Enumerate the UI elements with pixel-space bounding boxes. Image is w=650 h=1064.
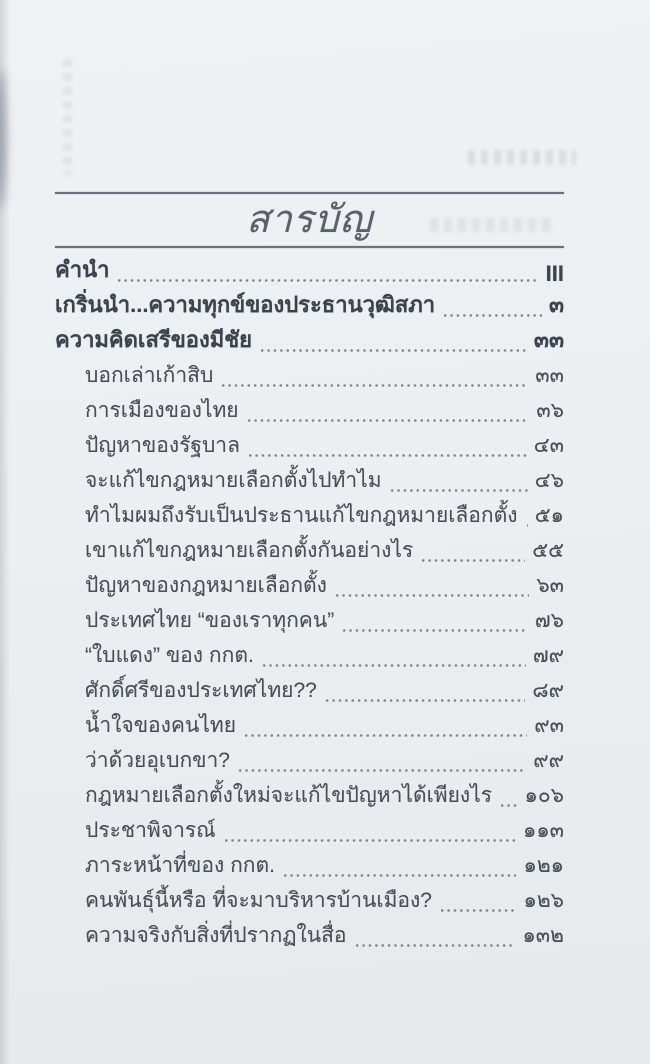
toc-entry: [55, 883, 564, 918]
toc-entry-label: “ใบแดง” ของ กกต.: [85, 644, 254, 667]
toc-entry: [55, 778, 564, 813]
toc-entry-label: คนพันธุ์นี้หรือ ที่จะมาบริหารบ้านเมือง?: [85, 889, 432, 912]
toc-entry-label: ทำไมผมถึงรับเป็นประธานแก้ไขกฎหมายเลือกตั้ง: [85, 504, 518, 527]
toc-entry: [55, 533, 564, 568]
toc-entry-label: คำนำ: [55, 257, 110, 282]
toc-entry-label: กฎหมายเลือกตั้งใหม่จะแก้ไขปัญหาได้เพียงไร: [85, 784, 493, 807]
toc-entry: [55, 848, 564, 883]
toc-entry-label: การเมืองของไทย: [85, 399, 239, 422]
toc-list: [55, 253, 564, 953]
toc-entry-label: น้ำใจของคนไทย: [85, 714, 237, 737]
toc-entry-page: ๔๓: [533, 434, 564, 457]
dotted-leader: [525, 524, 528, 527]
toc-entry: [55, 463, 564, 498]
toc-entry-label: ประเทศไทย “ของเราทุกคน”: [85, 609, 335, 632]
dotted-leader: [247, 454, 527, 457]
dotted-leader: [389, 489, 528, 492]
dotted-leader: [334, 594, 529, 597]
toc-entry: [55, 253, 564, 288]
toc-entry: [55, 358, 564, 393]
toc-entry-page: ๓๖: [536, 399, 564, 422]
dotted-leader: [439, 909, 517, 912]
toc-entry: [55, 918, 564, 953]
toc-entry: [55, 603, 564, 638]
toc-entry: [55, 288, 564, 323]
toc-entry: [55, 638, 564, 673]
toc-entry: [55, 568, 564, 603]
dotted-leader: [442, 314, 542, 317]
dotted-leader: [259, 349, 527, 352]
toc-entry: [55, 743, 564, 778]
toc-entry-label: บอกเล่าเก้าสิบ: [85, 364, 214, 387]
toc-entry: [55, 498, 564, 533]
dotted-leader: [282, 874, 517, 877]
toc-content: [55, 192, 564, 953]
dotted-leader: [324, 699, 526, 702]
toc-entry-label: เกริ่นนำ...ความทุกข์ของประธานวุฒิสภา: [55, 292, 436, 317]
dotted-leader: [420, 559, 525, 562]
dotted-leader: [243, 734, 527, 737]
toc-entry: [55, 323, 564, 358]
title-rule-bottom: [55, 246, 564, 248]
dotted-leader: [499, 804, 517, 807]
toc-entry-page: ๓๓: [535, 364, 564, 387]
toc-entry-page: ๓๓: [533, 327, 564, 352]
toc-entry-label: ความจริงกับสิ่งที่ปรากฏในสื่อ: [85, 924, 347, 947]
dotted-leader: [220, 384, 528, 387]
toc-entry-page: ๑๒๑: [523, 854, 564, 877]
toc-entry-page: ๕๑: [534, 504, 564, 527]
toc-entry-page: ๑๒๖: [523, 889, 564, 912]
toc-entry-label: ปัญหาของรัฐบาล: [85, 434, 240, 457]
toc-entry: [55, 813, 564, 848]
toc-entry-label: ว่าด้วยอุเบกขา?: [85, 749, 230, 772]
dotted-leader: [341, 629, 528, 632]
toc-entry: [55, 428, 564, 463]
toc-entry-label: จะแก้ไขกฎหมายเลือกตั้งไปทำไม: [85, 469, 382, 492]
toc-entry-page: ๑๓๒: [522, 924, 564, 947]
toc-entry-page: ๖๓: [536, 574, 564, 597]
toc-entry-page: ๕๕: [532, 539, 564, 562]
toc-entry-page: ๙๓: [534, 714, 564, 737]
dotted-leader: [237, 769, 526, 772]
page-edge-shadow-blob: [0, 68, 6, 208]
toc-entry-page: ๑๑๓: [522, 819, 564, 842]
dotted-leader: [116, 279, 538, 282]
toc-entry-page: ๘๙: [532, 679, 564, 702]
toc-entry-label: ภาระหน้าที่ของ กกต.: [85, 854, 275, 877]
toc-entry: [55, 393, 564, 428]
toc-entry-page: ๗๙: [532, 644, 564, 667]
toc-entry: [55, 708, 564, 743]
scan-artifact: [63, 60, 72, 175]
toc-entry-label: ปัญหาของกฎหมายเลือกตั้ง: [85, 574, 327, 597]
dotted-leader: [261, 664, 526, 667]
dotted-leader: [354, 944, 516, 947]
toc-entry-page: ๗๖: [534, 609, 564, 632]
toc-entry-label: ความคิดเสรีของมีชัย: [55, 327, 253, 352]
toc-entry-page: ๓: [548, 292, 564, 317]
toc-entry-label: ประชาพิจารณ์: [85, 819, 216, 842]
scan-artifact: [468, 150, 576, 165]
toc-entry-label: ศักดิ์ศรีของประเทศไทย??: [85, 679, 317, 702]
toc-entry-page: ๑๐๖: [524, 784, 564, 807]
page-title: สารบัญ: [246, 199, 373, 241]
dotted-leader: [223, 839, 516, 842]
page-edge-shadow: [0, 0, 10, 1064]
dotted-leader: [246, 419, 530, 422]
toc-entry-page: III: [545, 261, 564, 286]
toc-entry: [55, 673, 564, 708]
toc-entry-label: เขาแก้ไขกฎหมายเลือกตั้งกันอย่างไร: [85, 539, 414, 562]
toc-entry-page: ๙๙: [533, 749, 564, 772]
toc-entry-page: ๔๖: [534, 469, 564, 492]
